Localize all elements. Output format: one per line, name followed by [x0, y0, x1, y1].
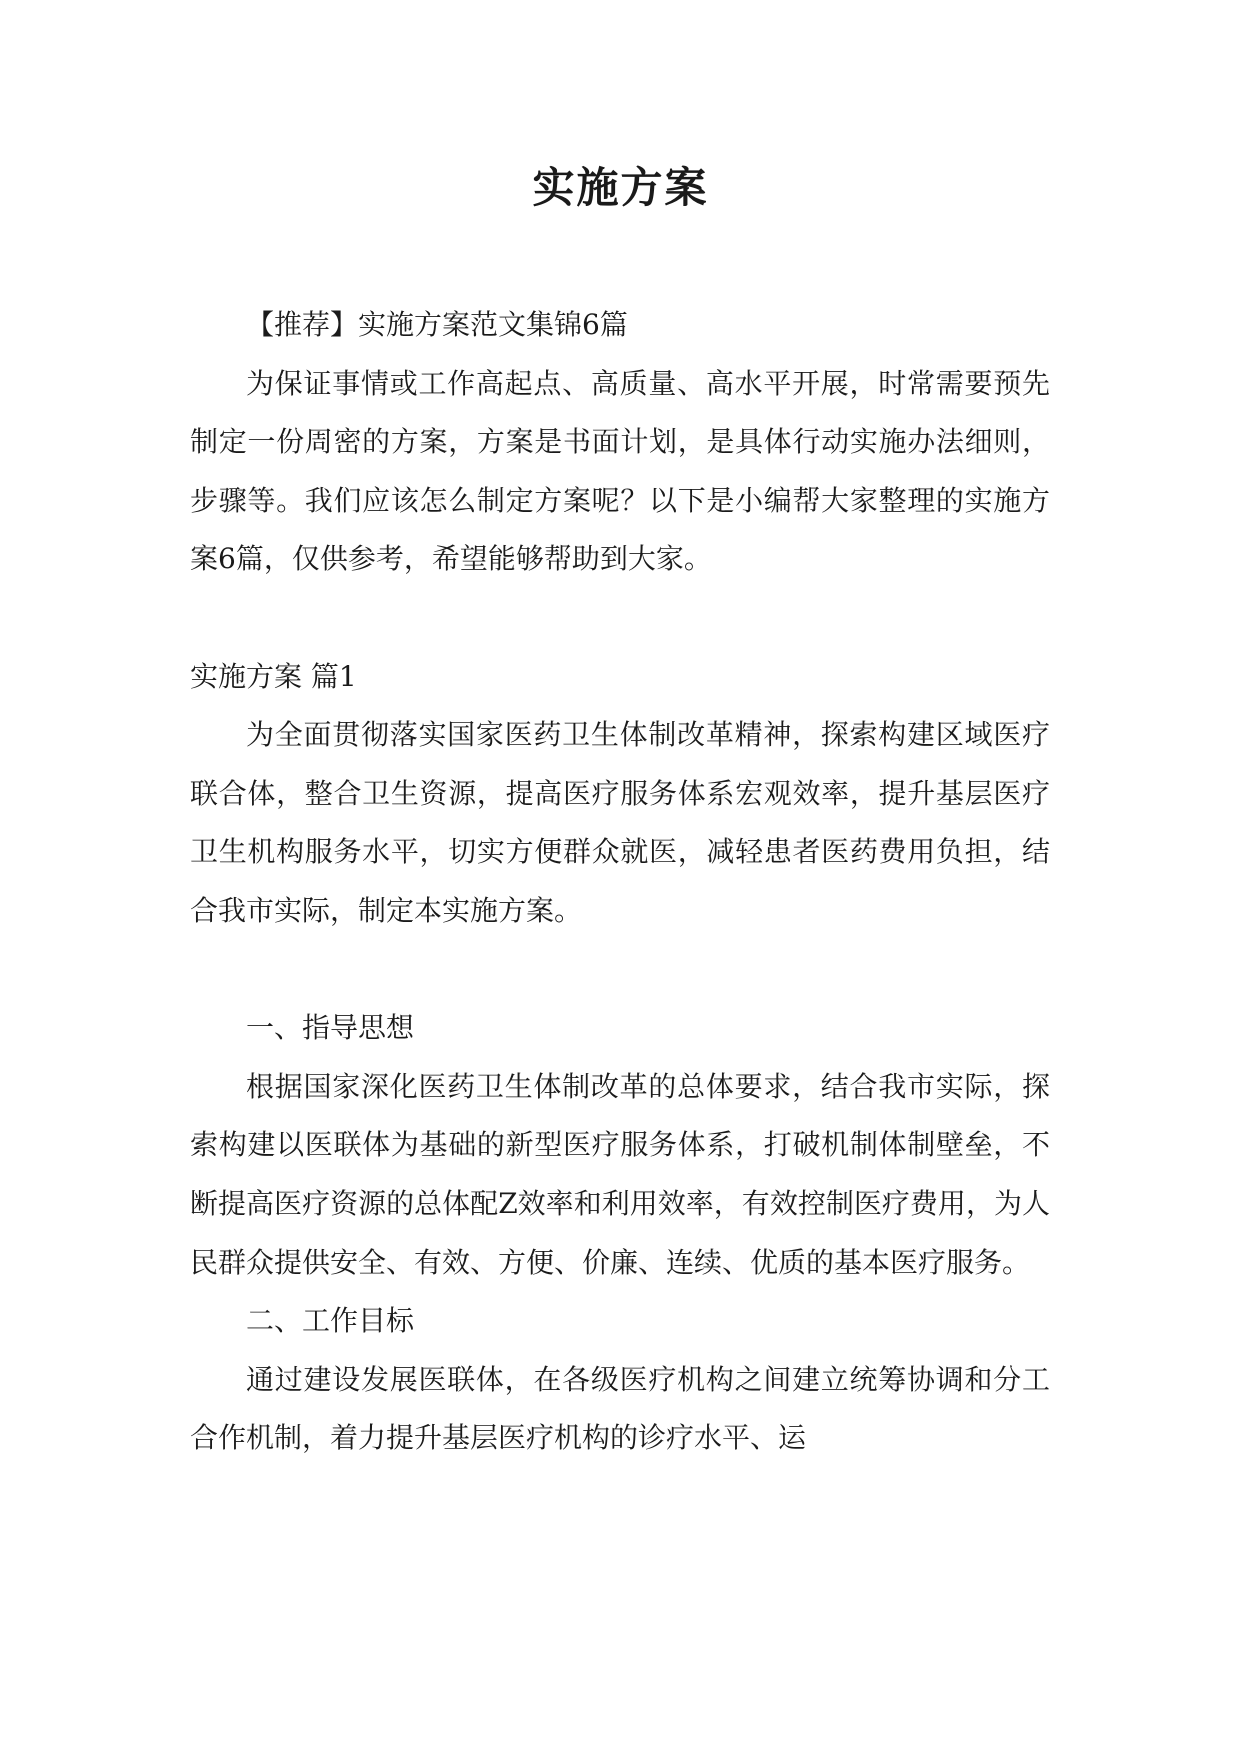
heading-2-paragraph: 通过建设发展医联体，在各级医疗机构之间建立统筹协调和分工合作机制，着力提升基层医疗机构的诊疗水平、运 — [190, 1362, 1050, 1455]
intro-heading: 【推荐】实施方案范文集锦6篇 — [246, 308, 628, 341]
blank-line — [190, 589, 1050, 648]
intro-paragraph: 为保证事情或工作高起点、高质量、高水平开展，时常需要预先制定一份周密的方案，方案是书面计划，是具体行动实施办法细则，步骤等。我们应该怎么制定方案呢？以下是小编帮大家整理的实施方案6篇，仅供参考，希望能够帮助到大家。 — [190, 366, 1050, 576]
section-heading-1: 一、指导思想 — [246, 1011, 415, 1045]
section-title: 实施方案 篇1 — [190, 659, 357, 693]
section-paragraph: 为全面贯彻落实国家医药卫生体制改革精神，探索构建区域医疗联合体，整合卫生资源，提高医疗服务体系宏观效率，提升基层医疗卫生机构服务水平，切实方便群众就医，减轻患者医药费用负担，结合我市实际，制定本实施方案。 — [190, 718, 1050, 927]
page-title: 实施方案 — [532, 163, 709, 212]
section-heading-2: 二、工作目标 — [246, 1304, 415, 1338]
blank-line — [190, 941, 1050, 1000]
document-body — [190, 296, 1050, 1468]
heading-1-paragraph: 根据国家深化医药卫生体制改革的总体要求，结合我市实际，探索构建以医联体为基础的新型医疗服务体系，打破机制体制壁垒，不断提高医疗资源的总体配Z效率和利用效率，有效控制医疗费用，为人民群众提供安全、有效、方便、价廉、连续、优质的基本医疗服务。 — [190, 1069, 1050, 1279]
